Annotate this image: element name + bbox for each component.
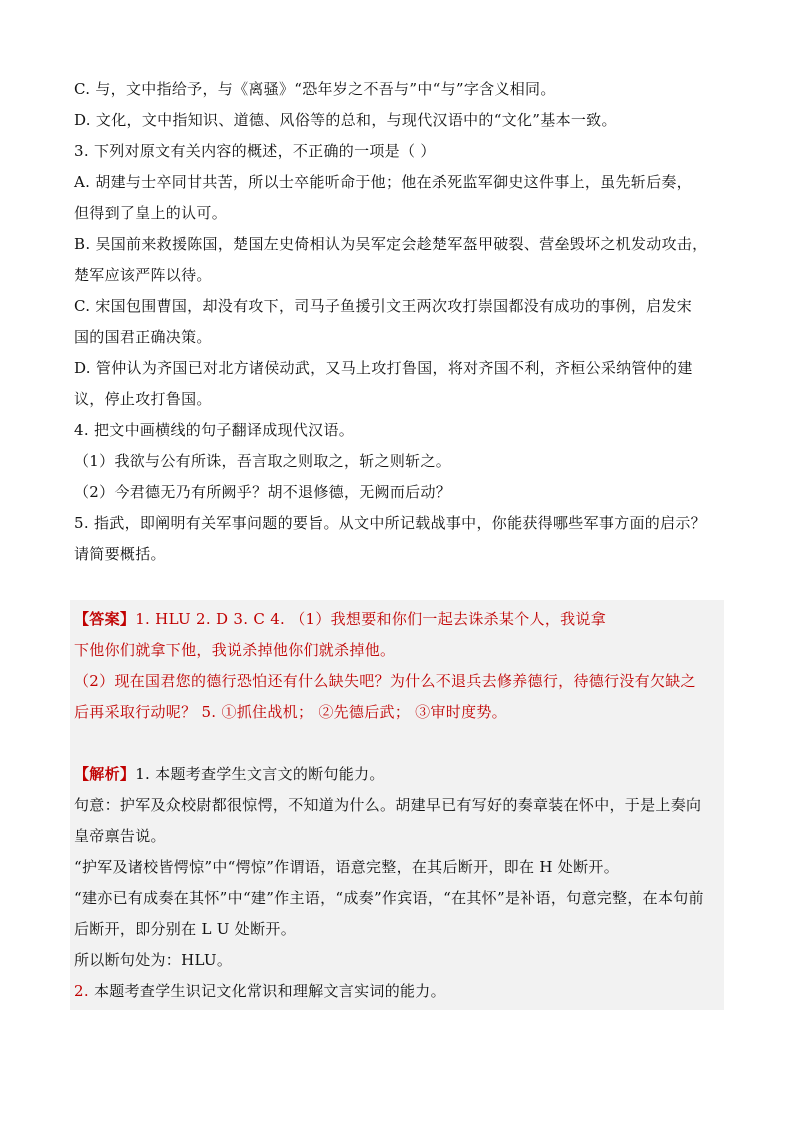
- analysis-line1: [74, 764, 726, 784]
- option-3b-line1: B. 吴国前来救援陈国，楚国左史倚相认为吴军定会趁楚军盔甲破裂、营垒毁坏之机发动攻击，: [74, 235, 708, 253]
- question-5-line1: 5. 指武，即阐明有关军事问题的要旨。从文中所记载战事中，你能获得哪些军事方面的启示？: [74, 514, 706, 532]
- option-2d: D. 文化，文中指知识、道德、风俗等的总和，与现代汉语中的“文化”基本一致。: [74, 111, 617, 129]
- analysis-item-2-number: 2.: [74, 982, 89, 1000]
- analysis-tag: 【解析】: [74, 765, 136, 783]
- option-3a-line1: A. 胡建与士卒同甘共苦，所以士卒能听命于他；他在杀死监军御史这件事上，虽先斩后奏，: [74, 173, 692, 191]
- question-4-sentence-2: （2）今君德无乃有所阙乎？胡不退修德，无阙而后动？: [74, 483, 452, 501]
- question-4: 4. 把文中画横线的句子翻译成现代汉语。: [74, 421, 355, 439]
- analysis-text-8: 本题考查学生识记文化常识和理解文言实词的能力。: [88, 982, 446, 1000]
- option-3b-line2: 楚军应该严阵以待。: [74, 266, 212, 284]
- question-4-sentence-1: （1）我欲与公有所诛，吾言取之则取之，斩之则斩之。: [74, 452, 452, 470]
- analysis-line4: “护军及诸校皆愕惊”中“愕惊”作谓语，语意完整，在其后断开，即在 H 处断开。: [74, 858, 619, 876]
- option-3d-line1: D. 管仲认为齐国已对北方诸侯动武，又马上攻打鲁国，将对齐国不利，齐桓公采纳管仲的建: [74, 359, 693, 377]
- answer-line3: （2）现在国君您的德行恐怕还有什么缺失吧？为什么不退兵去修养德行，待德行没有欠缺之: [74, 672, 696, 690]
- analysis-line8: [74, 981, 726, 1001]
- answer-line1: [74, 609, 726, 629]
- option-3c-line1: C. 宋国包围曹国，却没有攻下，司马子鱼援引文王两次攻打崇国都没有成功的事例，启发宋: [74, 297, 693, 315]
- question-3: 3. 下列对原文有关内容的概述，不正确的一项是（ ）: [74, 142, 436, 160]
- answer-text-1: 1. HLU 2. D 3. C 4. （1）我想要和你们一起去诛杀某个人，我说拿: [135, 610, 607, 628]
- answer-line4: 后再采取行动呢？ 5. ①抓住战机； ②先德后武； ③审时度势。: [74, 703, 507, 721]
- question-5-line2: 请简要概括。: [74, 545, 166, 563]
- analysis-line6: 后断开，即分别在 L U 处断开。: [74, 920, 297, 938]
- analysis-line2: 句意：护军及众校尉都很惊愕，不知道为什么。胡建早已有写好的奏章装在怀中，于是上奏向: [74, 796, 702, 814]
- option-3c-line2: 国的国君正确决策。: [74, 328, 212, 346]
- analysis-line7: 所以断句处为：HLU。: [74, 951, 233, 969]
- answer-line2: 下他你们就拿下他，我说杀掉他你们就杀掉他。: [74, 641, 396, 659]
- option-3d-line2: 议，停止攻打鲁国。: [74, 390, 212, 408]
- option-3a-line2: 但得到了皇上的认可。: [74, 204, 228, 222]
- analysis-line5: “建亦已有成奏在其怀”中“建”作主语，“成奏”作宾语，“在其怀”是补语，句意完整，在本句前: [74, 889, 704, 907]
- analysis-text-1: 1. 本题考查学生文言文的断句能力。: [135, 765, 385, 783]
- analysis-line3: 皇帝禀告说。: [74, 827, 166, 845]
- answer-tag: 【答案】: [74, 610, 136, 628]
- option-2c: C. 与，文中指给予，与《离骚》“恐年岁之不吾与”中“与”字含义相同。: [74, 80, 556, 98]
